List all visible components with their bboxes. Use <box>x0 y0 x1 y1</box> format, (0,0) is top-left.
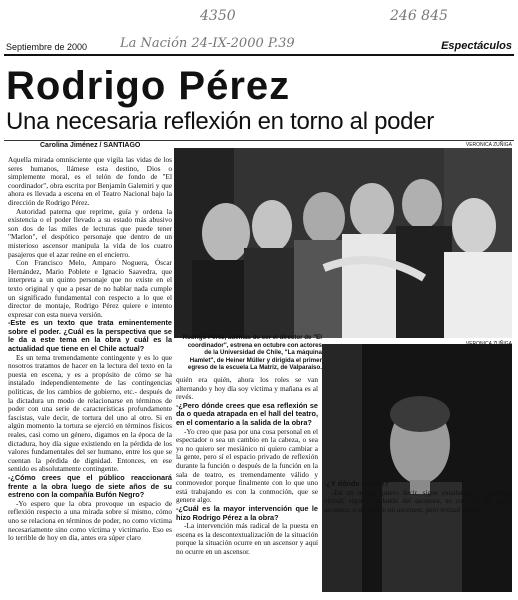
article-column-3 <box>324 480 512 596</box>
header-rule <box>4 54 514 56</box>
byline: Carolina Jiménez / SANTIAGO <box>40 142 141 149</box>
subheadline-rule <box>4 140 514 141</box>
paragraph: -En un teatro, quiero decir, sigue existiendo un ascensor virtual, siguen hablando del ascensor, se corta la luz en el ascensor, o sea existe un ascensor, pero textual no real. <box>324 487 512 514</box>
handwritten-reference: La Nación 24-IX-2000 P.39 <box>120 36 295 51</box>
interview-question: -¿Pero dónde crees que esa reflexión se da o queda atrapada en el hall del teatro, en el comentario a la salida de la obra? <box>176 400 318 427</box>
paragraph: Es un tema tremendamente contingente y es lo que nosotros tratamos de hacer en la lectura del texto en la puesta en escena, y es a propósito de cómo se ha instalado independientemente de las contingencias políticas, de los cambios de gobierno, etc.- después de la dictadura un modo de relacionarse en términos de poder con una serie de características profundamente fascistas, vale decir, de tortura del uno al otro. Si en algún momento la tortura se ejerció en términos físicos reales, casi como un género, digamos en la época de la dictadura, hoy día sigue existiendo en la pérdida de los valores fundamentales del ser humano, entre los que se cuentan la pérdida de dignidad. Entonces, en ese sentido es absolutamente contingente. <box>8 352 172 474</box>
handwritten-number: 246 845 <box>390 8 448 24</box>
group-photo <box>174 148 512 338</box>
paragraph: Con Francisco Melo, Amparo Noguera, Óscar Hernández, Mario Poblete e Ignacio Saavedra, que interpreta a un quinto personaje que no existe en el texto original y que a pesar de no hablar nada cumple un significado fundamental con respecto a lo que el director de montaje, Rodrigo Pérez quiere e intento expresar con esta nueva versión. <box>8 258 172 319</box>
interview-question: -Este es un texto que trata eminentemente sobre el poder. ¿Cuál es la perspectiva que se le da a este tema en la obra y cuál es la actualidad que tiene en el Chile actual? <box>8 318 172 354</box>
paragraph: Autoridad paterna que reprime, guía y ordena la existencia o el poder llevado a su estado más abusivo son dos de las miles de lecturas que puede tener "Marlon", el despótico personaje que dentro de un misterioso ascensor manipula la vida de los cuatro pasajeros que el azar reúne en el encierro. <box>8 206 172 259</box>
paragraph: -Yo espero que la obra provoque un espacio de reflexión respecto a una mirada sobre sí mismo, cómo uno se relaciona en términos de poder, no como víctima necesariamente sino como víctima y victimario. Eso es lo terrible de hoy en día, antes era súper claro <box>8 498 172 543</box>
article-column-2 <box>176 376 318 596</box>
photo-caption: Rodrigo Pérez, además de ser el director de "El coordinador", estrena en octubre con actores de la Universidad de Chile, "La máquina Hamlet", de Heiner Müller y dirigida el primer egreso de la escuela La Matriz, de Valparaíso. <box>182 334 322 372</box>
subheadline: Una necesaria reflexión en torno al poder <box>6 108 434 135</box>
paragraph: -Yo creo que pasa por una cosa personal en el espectador o sea un cambio en la cabeza, o sea yo no quiero ser mesiánico ni quiero cambiar a la gente, pero sí el espacio privado de reflexión durante la función o después de la función en la sala de teatro, es tremendamente válido y conmovedor porque finalmente con lo que uno está trabajando es con la conmoción, que se genere algo. <box>176 426 318 505</box>
section-name: Espectáculos <box>441 40 512 52</box>
paragraph: Aquella mirada omnisciente que vigila las vidas de los seres humanos, llámese esta destino, Dios o simplemente moral, es el telón de fondo de "El coordinador", obra escrita por Benjamín Galemiri y que ahora es llevada a escena en el Teatro Nacional bajo la dirección de Rodrigo Pérez. <box>8 156 172 207</box>
photo-credit-top: VERONICA ZUÑIGA <box>465 142 512 148</box>
issue-date: Septiembre de 2000 <box>6 42 88 52</box>
paragraph: quién era quién, ahora los roles se van alternando y hoy día soy víctima y mañana es al revés. <box>176 376 318 402</box>
interview-question: -¿Y dónde ocurre? <box>324 480 389 488</box>
interview-question: -¿Cómo crees que el público reaccionará frente a la obra luego de siete años de su estreno con la compañía Bufón Negro? <box>8 472 172 500</box>
interview-question: -¿Cuál es la mayor intervención que le hizo Rodrigo Pérez a la obra? <box>176 503 318 522</box>
article-column-1 <box>8 156 172 596</box>
handwritten-id: 4350 <box>200 8 236 24</box>
headline: Rodrigo Pérez <box>6 64 291 108</box>
paragraph: -La intervención más radical de la puesta en escena es la descontextualización de la situación porque la situación ocurre en un ascensor y aquí no ocurre en un ascensor. <box>176 521 318 556</box>
